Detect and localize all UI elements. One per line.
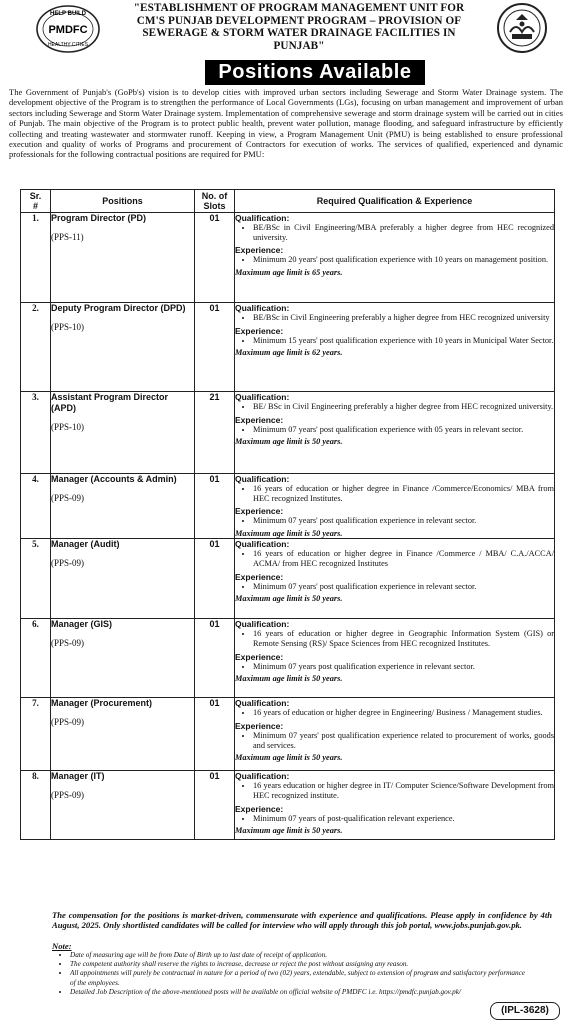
experience-label: Experience: — [235, 506, 284, 517]
notes-heading: Note: — [52, 941, 72, 951]
requirements-cell — [235, 771, 555, 840]
title-line: PUNJAB" — [273, 39, 325, 52]
requirements-cell — [235, 539, 555, 619]
qualification-label: Qualification: — [235, 619, 290, 630]
slots-count: 01 — [195, 474, 235, 539]
intro-paragraph: The Government of Punjab's (GoPb's) vision is to develop cities with improved urban sectors including Sewerage and Storm Water Drainage system. The development objective of the Program is to strengthen the performance of Local Governments (LGs), focusing on urban management and improvement of urban sectors including Sewerage and Storm Water Drainage system. Implementation of comprehensive sewerage and storm drainage system will be carried out in cities of Punjab. The main objective of the Program is to protect public health, prevent water pollution, manage flooding, and safeguard infrastructure by efficiently collecting and treating wastewater and stormwater runoff. Keeping in view, a Program Management Unit (PMU) is being established to ensure professional execution and quality of works of Programs and procurement of Contractors for execution of works. The services of qualified, experienced and dynamic professionals for the following contractual positions are required for PMU: — [9, 87, 563, 160]
position-name: Deputy Program Director (DPD) — [51, 303, 186, 313]
header-sr: Sr. # — [21, 190, 51, 213]
title-line: SEWERAGE & STORM WATER DRAINAGE FACILITIES IN — [142, 27, 456, 39]
title-line: "ESTABLISHMENT OF PROGRAM MANAGEMENT UNIT FOR — [133, 2, 465, 14]
position-cell — [51, 539, 195, 619]
qualification-text: • 16 years education or higher degree in IT/ Computer Science/Software Development from HEC recognized institute. — [253, 781, 554, 800]
experience-label: Experience: — [235, 651, 284, 662]
pay-scale: (PPS-09) — [51, 638, 85, 649]
qualification-list — [235, 223, 554, 242]
requirements-cell — [235, 213, 555, 303]
title-line: CM'S PUNJAB DEVELOPMENT PROGRAM – PROVISION OF — [136, 14, 462, 27]
qualification-text: • 16 years of education or higher degree in Finance /Commerce / MBA/ C.A./ACCA/ ACMA/ from HEC recognized Institutes — [253, 549, 554, 568]
position-cell — [51, 303, 195, 392]
pay-scale: (PPS-09) — [51, 493, 85, 503]
positions-table — [20, 189, 555, 840]
qualification-list — [235, 629, 554, 648]
note-item: • Date of measuring age will be from Date of Birth up to last date of receipt of application. — [70, 951, 525, 960]
requirements-cell — [235, 698, 555, 771]
note-item: • Detailed Job Description of the above-mentioned posts will be available on official website of PMDFC i.e. https://pmdfc.punjab.gov.pk/ — [70, 988, 525, 997]
experience-label: Experience: — [235, 414, 284, 425]
experience-label: Experience: — [235, 803, 284, 814]
row-serial: 8. — [21, 771, 51, 840]
ipl-code-badge: (IPL-3628) — [490, 1002, 560, 1020]
age-limit: Maximum age limit is 65 years. — [235, 267, 343, 277]
note-item: • The competent authority shall reserve the rights to increase, decrease or reject the post without assigning any reason. — [70, 960, 525, 969]
pay-scale: (PPS-11) — [51, 232, 84, 242]
logo-bottom-text: HEALTHY CITIES — [47, 42, 89, 48]
qualification-text: • 16 years of education or higher degree in Engineering/ Business / Management studies. — [253, 708, 554, 718]
age-limit: Maximum age limit is 50 years. — [235, 437, 343, 447]
experience-list — [235, 425, 554, 435]
pay-scale: (PPS-10) — [51, 422, 85, 432]
table-row — [21, 698, 555, 771]
position-cell — [51, 392, 195, 474]
experience-text: • Minimum 07 years' post qualification experience in relevant sector. — [253, 582, 554, 592]
slots-count: 21 — [195, 392, 235, 474]
position-name: Manager (Audit) — [51, 539, 120, 550]
position-name: Manager (IT) — [51, 771, 105, 782]
age-limit: Maximum age limit is 62 years. — [235, 348, 343, 358]
position-name: Manager (GIS) — [51, 619, 113, 630]
requirements-cell — [235, 392, 555, 474]
requirements-cell — [235, 474, 555, 539]
table-row — [21, 392, 555, 474]
positions-available-banner: Positions Available — [205, 60, 425, 85]
position-cell — [51, 771, 195, 840]
qualification-list — [235, 484, 554, 503]
header-positions: Positions — [51, 190, 195, 213]
experience-text: • Minimum 07 years post qualification experience in relevant sector. — [253, 662, 554, 672]
pay-scale: (PPS-09) — [51, 558, 85, 569]
qualification-list — [235, 402, 554, 412]
row-serial: 7. — [21, 698, 51, 771]
slots-count: 01 — [195, 303, 235, 392]
experience-list — [235, 662, 554, 672]
table-row — [21, 619, 555, 698]
qualification-text: • BE/BSc in Civil Engineering/MBA preferably a higher degree from HEC recognized university. — [253, 223, 554, 242]
experience-text: • Minimum 07 years' post qualification experience related to procurement of works, goods and services. — [253, 731, 554, 750]
pmdfc-logo — [35, 4, 101, 54]
age-limit: Maximum age limit is 50 years. — [235, 528, 343, 538]
slots-count: 01 — [195, 698, 235, 771]
experience-text: • Minimum 20 years' post qualification experience with 10 years on management position. — [253, 255, 554, 265]
qualification-text: • 16 years of education or higher degree in Finance /Commerce/Economics/ MBA from HEC recognized Institutes. — [253, 484, 554, 503]
position-name: Manager (Accounts & Admin) — [51, 474, 177, 484]
qualification-text: • BE/BSc in Civil Engineering preferably a higher degree from HEC recognized university — [253, 313, 554, 323]
row-serial: 2. — [21, 303, 51, 392]
notes-list — [52, 951, 525, 997]
advertisement-title — [106, 2, 492, 52]
experience-text: • Minimum 07 years' post qualification experience in relevant sector. — [253, 516, 554, 526]
experience-label: Experience: — [235, 325, 284, 336]
position-cell — [51, 619, 195, 698]
slots-count: 01 — [195, 539, 235, 619]
requirements-cell — [235, 619, 555, 698]
experience-text: • Minimum 15 years' post qualification experience with 10 years in Municipal Water Sector. — [253, 336, 554, 346]
experience-label: Experience: — [235, 571, 284, 582]
table-row — [21, 771, 555, 840]
experience-list — [235, 516, 554, 526]
experience-list — [235, 731, 554, 750]
table-row — [21, 474, 555, 539]
experience-list — [235, 814, 554, 824]
header-requirements: Required Qualification & Experience — [235, 190, 555, 213]
experience-text: • Minimum 07 years of post-qualification relevant experience. — [253, 814, 554, 824]
table-row — [21, 539, 555, 619]
header-slots: No. of Slots — [195, 190, 235, 213]
qualification-list — [235, 708, 554, 718]
requirements-cell — [235, 303, 555, 392]
row-serial: 3. — [21, 392, 51, 474]
row-serial: 4. — [21, 474, 51, 539]
table-row — [21, 303, 555, 392]
age-limit: Maximum age limit is 50 years. — [235, 826, 343, 836]
experience-list — [235, 255, 554, 265]
position-name: Assistant Program Director (APD) — [51, 392, 169, 413]
header — [0, 0, 572, 60]
qualification-label: Qualification: — [235, 474, 290, 484]
experience-label: Experience: — [235, 245, 284, 256]
experience-list — [235, 582, 554, 592]
pay-scale: (PPS-09) — [51, 790, 85, 801]
age-limit: Maximum age limit is 50 years. — [235, 674, 343, 684]
qualification-list — [235, 781, 554, 800]
row-serial: 5. — [21, 539, 51, 619]
government-of-punjab-emblem-icon — [496, 2, 548, 54]
position-cell — [51, 213, 195, 303]
qualification-list — [235, 549, 554, 568]
qualification-label: Qualification: — [235, 392, 290, 402]
pay-scale: (PPS-10) — [51, 322, 85, 332]
position-name: Manager (Procurement) — [51, 698, 153, 709]
qualification-label: Qualification: — [235, 303, 290, 313]
experience-list — [235, 336, 554, 346]
age-limit: Maximum age limit is 50 years. — [235, 594, 343, 604]
logo-center-text: PMDFC — [48, 24, 88, 36]
qualification-list — [235, 313, 554, 323]
qualification-label: Qualification: — [235, 771, 290, 782]
row-serial: 1. — [21, 213, 51, 303]
table-header-row — [21, 190, 555, 213]
experience-text: • Minimum 07 years' post qualification experience with 05 years in relevant sector. — [253, 425, 554, 435]
qualification-label: Qualification: — [235, 698, 290, 709]
note-item: • All appointments will purely be contractual in nature for a period of two (02) years, extendable, subject to extension of program and satisfactory performance of the employees. — [70, 969, 525, 987]
qualification-label: Qualification: — [235, 213, 290, 223]
qualification-label: Qualification: — [235, 539, 290, 550]
slots-count: 01 — [195, 619, 235, 698]
slots-count: 01 — [195, 771, 235, 840]
table-row — [21, 213, 555, 303]
compensation-paragraph: The compensation for the positions is market-driven, commensurate with experience and qualifications. Please apply in confidence by 4th August, 2025. Only shortlisted candidates will be called for interview who will apply through this job portal, www.jobs.punjab.gov.pk. — [52, 910, 552, 931]
experience-label: Experience: — [235, 720, 284, 731]
logo-top-text: HELP BUILD — [50, 11, 86, 17]
row-serial: 6. — [21, 619, 51, 698]
age-limit: Maximum age limit is 50 years. — [235, 753, 343, 763]
position-name: Program Director (PD) — [51, 213, 147, 223]
position-cell — [51, 698, 195, 771]
slots-count: 01 — [195, 213, 235, 303]
pay-scale: (PPS-09) — [51, 717, 85, 728]
position-cell — [51, 474, 195, 539]
qualification-text: • 16 years of education or higher degree in Geographic Information System (GIS) or Remote Sensing (RS)/ Space Sciences from HEC recognized Institutes. — [253, 629, 554, 648]
qualification-text: • BE/ BSc in Civil Engineering preferably a higher degree from HEC recognized university. — [253, 402, 554, 412]
